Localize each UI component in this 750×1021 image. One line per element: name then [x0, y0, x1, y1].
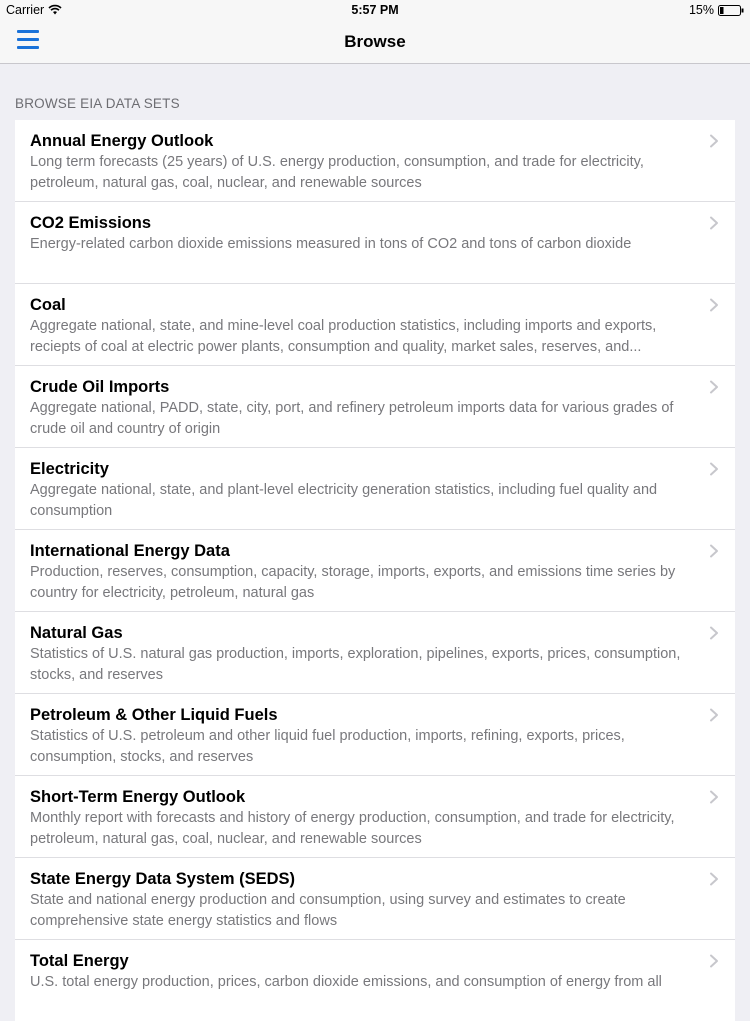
chevron-right-icon [709, 872, 719, 886]
list-item-description: Monthly report with forecasts and history of energy production, consumption, and trade for electricity, petroleum, natural gas, coal, nuclear, and renewable sources [30, 810, 675, 847]
list-item-title: Annual Energy Outlook [30, 132, 214, 150]
chevron-right-icon [709, 462, 719, 476]
section-header: BROWSE EIA DATA SETS [15, 96, 180, 111]
list-item-description: Statistics of U.S. petroleum and other liquid fuel production, imports, refining, exports, prices, consumption, stocks, and reserves [30, 728, 625, 765]
list-item-description: State and national energy production and consumption, using survey and estimates to create comprehensive state energy statistics and flows [30, 892, 626, 929]
list-item-title: Total Energy [30, 952, 129, 970]
chevron-right-icon [709, 954, 719, 968]
list-item-description: Long term forecasts (25 years) of U.S. energy production, consumption, and trade for electricity, petroleum, natural gas, coal, nuclear, and renewable sources [30, 154, 644, 191]
chevron-right-icon [709, 298, 719, 312]
list-item-title: Coal [30, 296, 66, 314]
carrier-label: Carrier [6, 3, 45, 17]
list-item[interactable] [15, 202, 735, 284]
list-item[interactable] [15, 858, 735, 940]
list-item[interactable] [15, 612, 735, 694]
list-item-description: Production, reserves, consumption, capacity, storage, imports, exports, and emissions time series by country for electricity, petroleum, natural gas [30, 564, 676, 601]
list-item[interactable] [15, 120, 735, 202]
chevron-right-icon [709, 134, 719, 148]
list-item-title: CO2 Emissions [30, 214, 152, 232]
list-item[interactable] [15, 448, 735, 530]
list-item-title: Natural Gas [30, 624, 123, 642]
chevron-right-icon [709, 626, 719, 640]
list-item[interactable] [15, 530, 735, 612]
list-item-description: Statistics of U.S. natural gas production, imports, exploration, pipelines, exports, prices, consumption, stocks, and reserves [30, 646, 681, 683]
status-time: 5:57 PM [351, 3, 399, 17]
chevron-right-icon [709, 790, 719, 804]
status-bar [0, 0, 750, 20]
list-item-description: Energy-related carbon dioxide emissions measured in tons of CO2 and tons of carbon dioxide [30, 236, 632, 252]
list-item-title: State Energy Data System (SEDS) [30, 870, 296, 888]
battery-percentage: 15% [688, 3, 714, 17]
list-item[interactable] [15, 366, 735, 448]
list-item-description: Aggregate national, state, and plant-level electricity generation statistics, including fuel quality and consumption [30, 482, 658, 519]
list-item-title: Petroleum & Other Liquid Fuels [30, 706, 278, 724]
page-title: Browse [344, 32, 406, 51]
chevron-right-icon [709, 708, 719, 722]
navigation-bar [0, 20, 750, 64]
chevron-right-icon [709, 216, 719, 230]
data-set-list [15, 120, 735, 1021]
list-item-title: Electricity [30, 460, 109, 478]
list-item[interactable] [15, 940, 735, 1021]
list-item-title: International Energy Data [30, 542, 230, 560]
chevron-right-icon [709, 380, 719, 394]
chevron-right-icon [709, 544, 719, 558]
list-item[interactable] [15, 284, 735, 366]
list-item-description: Aggregate national, state, and mine-level coal production statistics, including imports and exports, reciepts of coal at electric power plants, consumption and quality, market sales, reserves, and... [30, 318, 657, 355]
list-item-title: Crude Oil Imports [30, 378, 170, 396]
list-item-description: U.S. total energy production, prices, carbon dioxide emissions, and consumption of energy from all [30, 974, 662, 990]
list-item-title: Short-Term Energy Outlook [30, 788, 246, 806]
list-item[interactable] [15, 776, 735, 858]
list-item-description: Aggregate national, PADD, state, city, port, and refinery petroleum imports data for various grades of crude oil and country of origin [30, 400, 674, 437]
battery-icon [718, 5, 744, 19]
list-item[interactable] [15, 694, 735, 776]
